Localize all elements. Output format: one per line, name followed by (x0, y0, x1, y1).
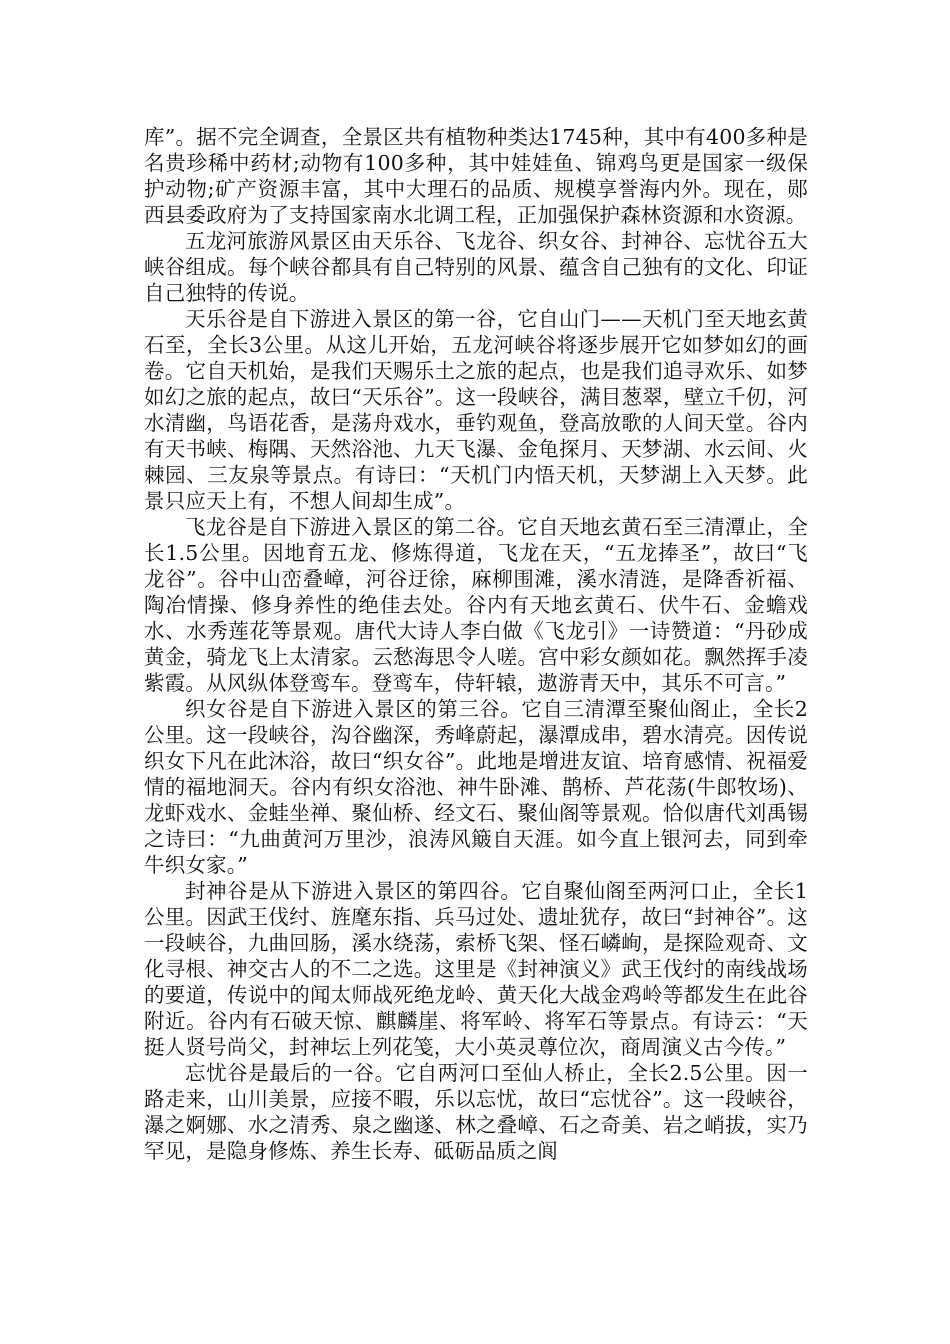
paragraph-tianle-valley: 天乐谷是自下游进入景区的第一谷，它自山门——天机门至天地玄黄石至，全长3公里。从这儿开始，五龙河峡谷将逐步展开它如梦如幻的画卷。它自天机始，是我们天赐乐土之旅的起点，也是我们追寻欢乐、如梦如幻之旅的起点，故曰“天乐谷”。这一段峡谷，满目葱翠，壁立千仞，河水清幽，鸟语花香，是荡舟戏水，垂钓观鱼，登高放歌的人间天堂。谷内有天书峡、梅隅、天然浴池、九天飞瀑、金龟探月、天梦湖、水云间、火棘园、三友泉等景点。有诗曰：“天机门内悟天机，天梦湖上入天梦。此景只应天上有，不想人间却生成”。 (144, 307, 808, 513)
paragraph-intro-continued: 库”。据不完全调查，全景区共有植物种类达1745种，其中有400多种是名贵珍稀中药材;动物有100多种，其中娃娃鱼、锦鸡鸟更是国家一级保护动物;矿产资源丰富，其中大理石的品质、规模享誉海内外。现在，郧西县委政府为了支持国家南水北调工程，正加强保护森林资源和水资源。 (144, 125, 808, 227)
paragraph-feilong-valley: 飞龙谷是自下游进入景区的第二谷。它自天地玄黄石至三清潭止，全长1.5公里。因地育五龙、修炼得道，飞龙在天，“五龙捧圣”，故曰“飞龙谷”。谷中山峦叠嶂，河谷迂徐，麻柳围滩，溪水清涟，是降香祈福、陶冶情操、修身养性的绝佳去处。谷内有天地玄黄石、伏牛石、金蟾戏水、水秀莲花等景观。唐代大诗人李白做《飞龙引》一诗赞道：“丹砂成黄金，骑龙飞上太清家。云愁海思令人嗟。宫中彩女颜如花。飘然挥手凌紫霞。从风纵体登鸾车。登鸾车，侍轩辕，遨游青天中，其乐不可言。” (144, 515, 808, 695)
document-body (144, 124, 808, 1164)
paragraph-wangyou-valley: 忘忧谷是最后的一谷。它自两河口至仙人桥止，全长2.5公里。因一路走来，山川美景，应接不暇，乐以忘忧，故曰“忘忧谷”。这一段峡谷，瀑之婀娜、水之清秀、泉之幽遂、林之叠嶂、石之奇美、岩之峭拔，实乃罕见，是隐身修炼、养生长寿、砥砺品质之阆 (144, 1061, 808, 1163)
paragraph-fengshen-valley: 封神谷是从下游进入景区的第四谷。它自聚仙阁至两河口止，全长1公里。因武王伐纣、旌麾东指、兵马过处、遗址犹存，故曰“封神谷”。这一段峡谷，九曲回肠，溪水绕荡，索桥飞架、怪石嶙峋，是探险观奇、文化寻根、神交古人的不二之选。这里是《封神演义》武王伐纣的南线战场的要道，传说中的闻太师战死绝龙岭、黄天化大战金鸡岭等都发生在此谷附近。谷内有石破天惊、麒麟崖、将军岭、将军石等景点。有诗云：“天挺人贤号尚父，封神坛上列花笺，大小英灵尊位次，商周演义古今传。” (144, 879, 808, 1059)
paragraph-zhinv-valley: 织女谷是自下游进入景区的第三谷。它自三清潭至聚仙阁止，全长2公里。这一段峡谷，沟谷幽深，秀峰蔚起，瀑潭成串，碧水清亮。因传说织女下凡在此沐浴，故曰“织女谷”。此地是增进友谊、培育感情、祝福爱情的福地洞天。谷内有织女浴池、神牛卧滩、鹊桥、芦花荡(牛郎牧场)、龙虾戏水、金蛙坐禅、聚仙桥、经文石、聚仙阁等景观。恰似唐代刘禹锡之诗曰：“九曲黄河万里沙，浪涛风簸自天涯。如今直上银河去，同到牵牛织女家。” (144, 697, 808, 877)
paragraph-overview: 五龙河旅游风景区由天乐谷、飞龙谷、织女谷、封神谷、忘忧谷五大峡谷组成。每个峡谷都具有自己特别的风景、蕴含自己独有的文化、印证自己独特的传说。 (144, 229, 808, 305)
